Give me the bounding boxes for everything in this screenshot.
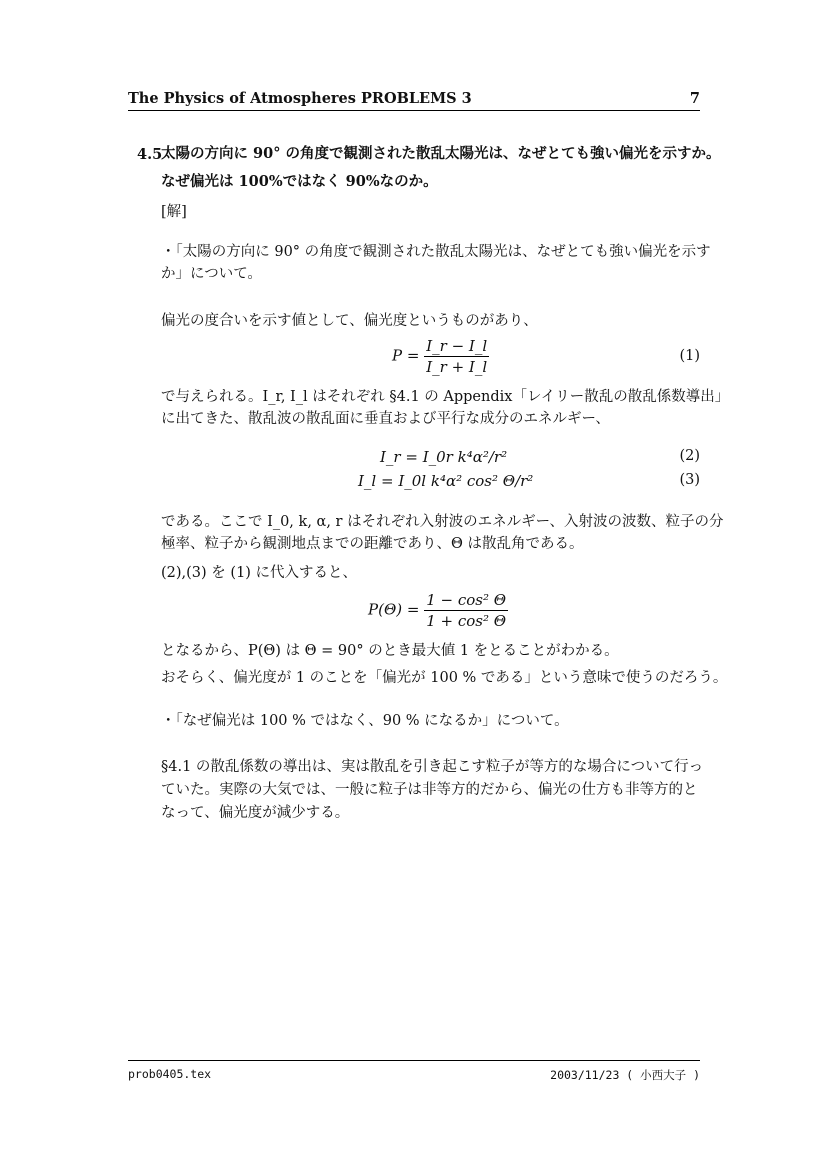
answer-label: [解] xyxy=(161,204,187,220)
problem-line-2: なぜ偏光は 100%ではなく 90%なのか。 xyxy=(161,173,438,190)
paragraph-7-line-2: ていた。実際の大気では、一般に粒子は非等方的だから、偏光の仕方も非等方的と xyxy=(161,782,698,798)
eq4-denominator: 1 + cos² Θ xyxy=(426,612,507,630)
eq1-denominator: I_r + I_l xyxy=(426,358,488,376)
equation-2-label: (2) xyxy=(679,448,700,464)
eq1-numerator: I_r − I_l xyxy=(426,337,488,355)
footer-filename: prob0405.tex xyxy=(128,1067,212,1081)
paragraph-3-line-2: 極率、粒子から観測地点までの距離であり、Θ は散乱角である。 xyxy=(161,536,584,552)
equation-1-label: (1) xyxy=(679,348,700,364)
equation-3: I_l = I_0l k⁴α² cos² Θ/r² xyxy=(358,472,534,490)
eq1-lhs: P = xyxy=(392,346,420,365)
paragraph-5: となるから、P(Θ) は Θ = 90° のとき最大値 1 をとることがわかる。 xyxy=(161,643,619,659)
page-footer xyxy=(128,1060,700,1082)
section1-line-2: か」について。 xyxy=(161,266,262,282)
running-title: The Physics of Atmospheres PROBLEMS 3 xyxy=(128,90,472,107)
section1-line-1: ・「太陽の方向に 90° の角度で観測された散乱太陽光は、なぜとても強い偏光を示す xyxy=(161,244,711,260)
section2-heading: ・「なぜ偏光は 100 % ではなく、90 % になるか」について。 xyxy=(161,713,569,729)
eq4-lhs: P(Θ) = xyxy=(368,600,420,619)
equation-4 xyxy=(368,590,508,631)
eq4-fraction xyxy=(424,590,508,631)
paragraph-4: (2),(3) を (1) に代入すると、 xyxy=(161,565,358,581)
paragraph-1: 偏光の度合いを示す値として、偏光度というものがあり、 xyxy=(161,313,538,329)
footer-date: 2003/11/23 ( 小西大子 ) xyxy=(550,1068,700,1082)
paragraph-2-line-1: で与えられる。I_r, I_l はそれぞれ §4.1 の Appendix「レイリー散乱の散乱係数導出」 xyxy=(161,389,730,405)
paragraph-3-line-1: である。ここで I_0, k, α, r はそれぞれ入射波のエネルギー、入射波の波数、粒子の分 xyxy=(161,514,724,530)
problem-line-1: 太陽の方向に 90° の角度で観測された散乱太陽光は、なぜとても強い偏光を示すか。 xyxy=(161,145,721,162)
page-number: 7 xyxy=(689,90,700,107)
equation-1 xyxy=(392,336,489,377)
equation-3-label: (3) xyxy=(679,472,700,488)
problem-number: 4.5 xyxy=(137,146,163,163)
eq4-numerator: 1 − cos² Θ xyxy=(426,591,507,609)
paragraph-7-line-3: なって、偏光度が減少する。 xyxy=(161,805,350,821)
equation-2: I_r = I_0r k⁴α²/r² xyxy=(380,448,508,466)
paragraph-7-line-1: §4.1 の散乱係数の導出は、実は散乱を引き起こす粒子が等方的な場合について行っ xyxy=(161,759,704,775)
paragraph-6: おそらく、偏光度が 1 のことを「偏光が 100 % である」という意味で使うのだろう。 xyxy=(161,670,728,686)
page-header xyxy=(128,88,700,111)
paragraph-2-line-2: に出てきた、散乱波の散乱面に垂直および平行な成分のエネルギー、 xyxy=(161,411,610,427)
eq1-fraction xyxy=(424,336,489,377)
